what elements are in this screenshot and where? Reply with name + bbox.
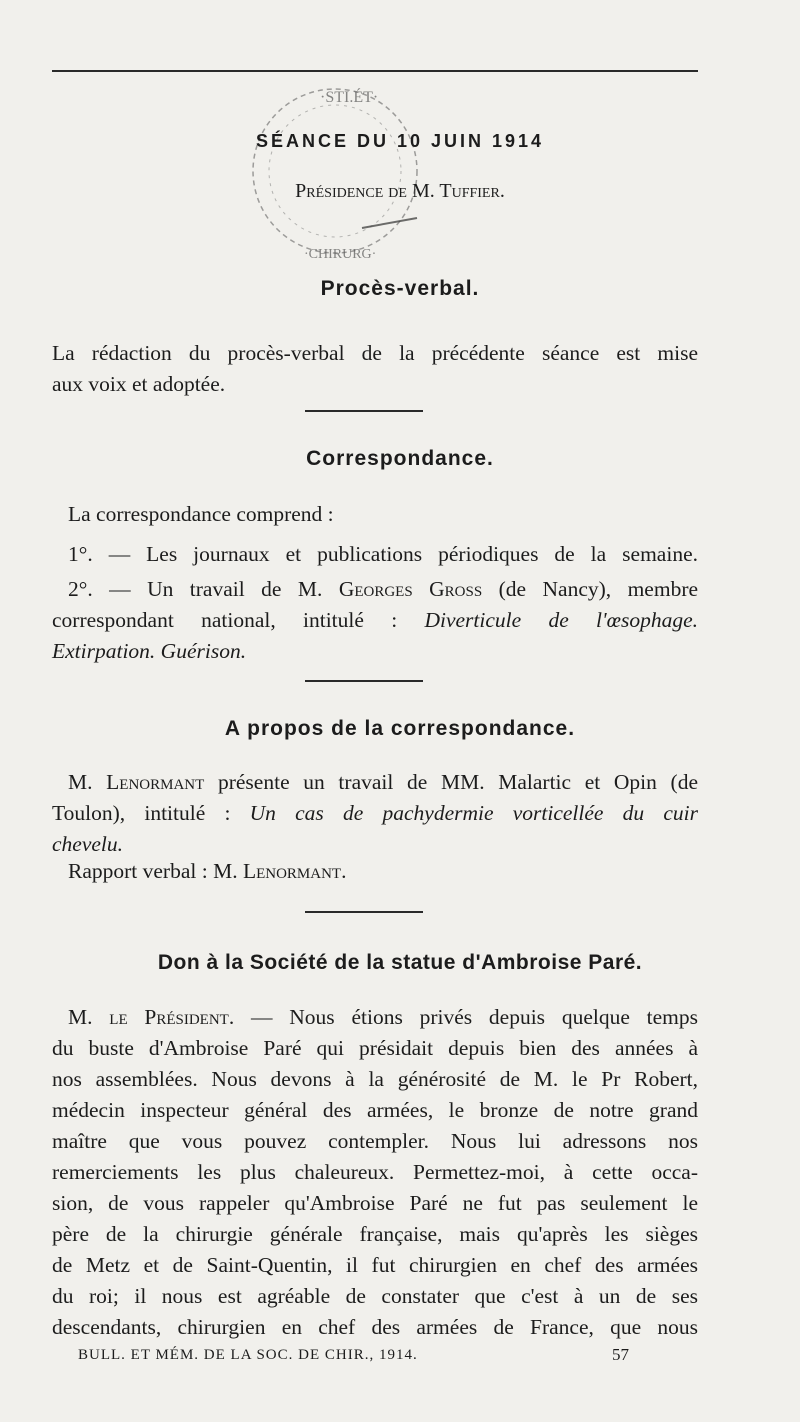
don-body-line: de Metz et de Saint-Quentin, il fut chirurgien en chef des armées xyxy=(52,1253,698,1277)
session-title: SÉANCE DU 10 JUIN 1914 xyxy=(255,131,545,151)
don-body-line: sion, de vous rappeler qu'Ambroise Paré ne fut pas seulement le xyxy=(52,1191,698,1215)
stamp-text-bottom: ·CHIRURG· xyxy=(304,247,377,262)
section-rule-1 xyxy=(305,410,423,412)
apropos-l1-a: M. xyxy=(68,770,93,794)
proces-verbal-heading: Procès-verbal. xyxy=(320,277,480,300)
don-body-line: du buste d'Ambroise Paré qui présidait depuis bien des années à xyxy=(52,1036,698,1060)
apropos-l1-b: présente un travail de MM. Malartic et Opin (de xyxy=(217,770,699,794)
correspondance-item-2 xyxy=(68,574,698,606)
don-line-1 xyxy=(68,1002,698,1034)
don-body-line: médecin inspecteur général des armées, le bronze de notre grand xyxy=(52,1098,698,1122)
apropos-l2-a: Toulon), intitulé : xyxy=(52,801,231,825)
don-l1-b: — Nous étions privés depuis quelque temps xyxy=(251,1005,699,1029)
top-rule xyxy=(52,70,698,72)
don-body-line: père de la chirurgie générale française, mais qu'après les sièges xyxy=(52,1222,698,1246)
apropos-line-1 xyxy=(68,767,698,799)
apropos-line-4 xyxy=(68,856,698,888)
don-body-line: remerciements les plus chaleureux. Permettez-moi, à cette occa- xyxy=(52,1160,698,1184)
apropos-line-3: chevelu. xyxy=(52,832,124,856)
footer-citation: BULL. ET MÉM. DE LA SOC. DE CHIR., 1914. xyxy=(78,1347,418,1363)
item2-text-b: (de Nancy), membre xyxy=(498,577,699,601)
don-l1-a: M. xyxy=(68,1005,93,1029)
correspondance-intro: La correspondance comprend : xyxy=(68,502,334,526)
presidence-line xyxy=(0,180,800,203)
correspondance-item-1: 1°. — Les journaux et publications périodiques de la semaine. xyxy=(68,542,698,566)
correspondance-item-2-line-2 xyxy=(52,605,698,637)
apropos-l2-title: Un cas de pachydermie vorticellée du cuir xyxy=(249,801,699,825)
item2-author: Georges Gross xyxy=(338,577,483,601)
proces-line-1: La rédaction du procès-verbal de la précédente séance est mise xyxy=(52,341,698,365)
stamp-text-top: ·STI.ÉT· xyxy=(320,89,379,106)
don-heading: Don à la Société de la statue d'Ambroise Paré. xyxy=(157,951,643,974)
apropos-l4-a: Rapport verbal : M. xyxy=(68,859,238,883)
don-body-line: maître que vous pouvez contempler. Nous lui adressons nos xyxy=(52,1129,698,1153)
don-body-line: nos assemblées. Nous devons à la générosité de M. le Pr Robert, xyxy=(52,1067,698,1091)
apropos-line-2 xyxy=(52,798,698,830)
section-rule-3 xyxy=(305,911,423,913)
item2-line2-text: correspondant national, intitulé : xyxy=(52,608,398,632)
apropos-l1-name: Lenormant xyxy=(106,770,205,794)
don-body-line: descendants, chirurgien en chef des armées de France, que nous xyxy=(52,1315,698,1339)
proces-line-2: aux voix et adoptée. xyxy=(52,372,226,396)
item2-line2-title: Diverticule de l'œsophage. xyxy=(424,608,698,632)
apropos-heading: A propos de la correspondance. xyxy=(224,717,576,740)
library-stamp xyxy=(242,78,428,264)
don-body-line: du roi; il nous est agréable de constater que c'est à un de ses xyxy=(52,1284,698,1308)
don-l1-president: le Président. xyxy=(109,1005,235,1029)
presidence-text: Présidence de M. Tuffier. xyxy=(295,180,505,202)
page-number: 57 xyxy=(612,1345,629,1364)
correspondance-heading: Correspondance. xyxy=(306,447,494,470)
apropos-l4-name: Lenormant. xyxy=(242,859,347,883)
section-rule-2 xyxy=(305,680,423,682)
correspondance-item-2-line-3: Extirpation. Guérison. xyxy=(52,639,247,663)
item2-text-a: 2°. — Un travail de M. xyxy=(68,577,323,601)
